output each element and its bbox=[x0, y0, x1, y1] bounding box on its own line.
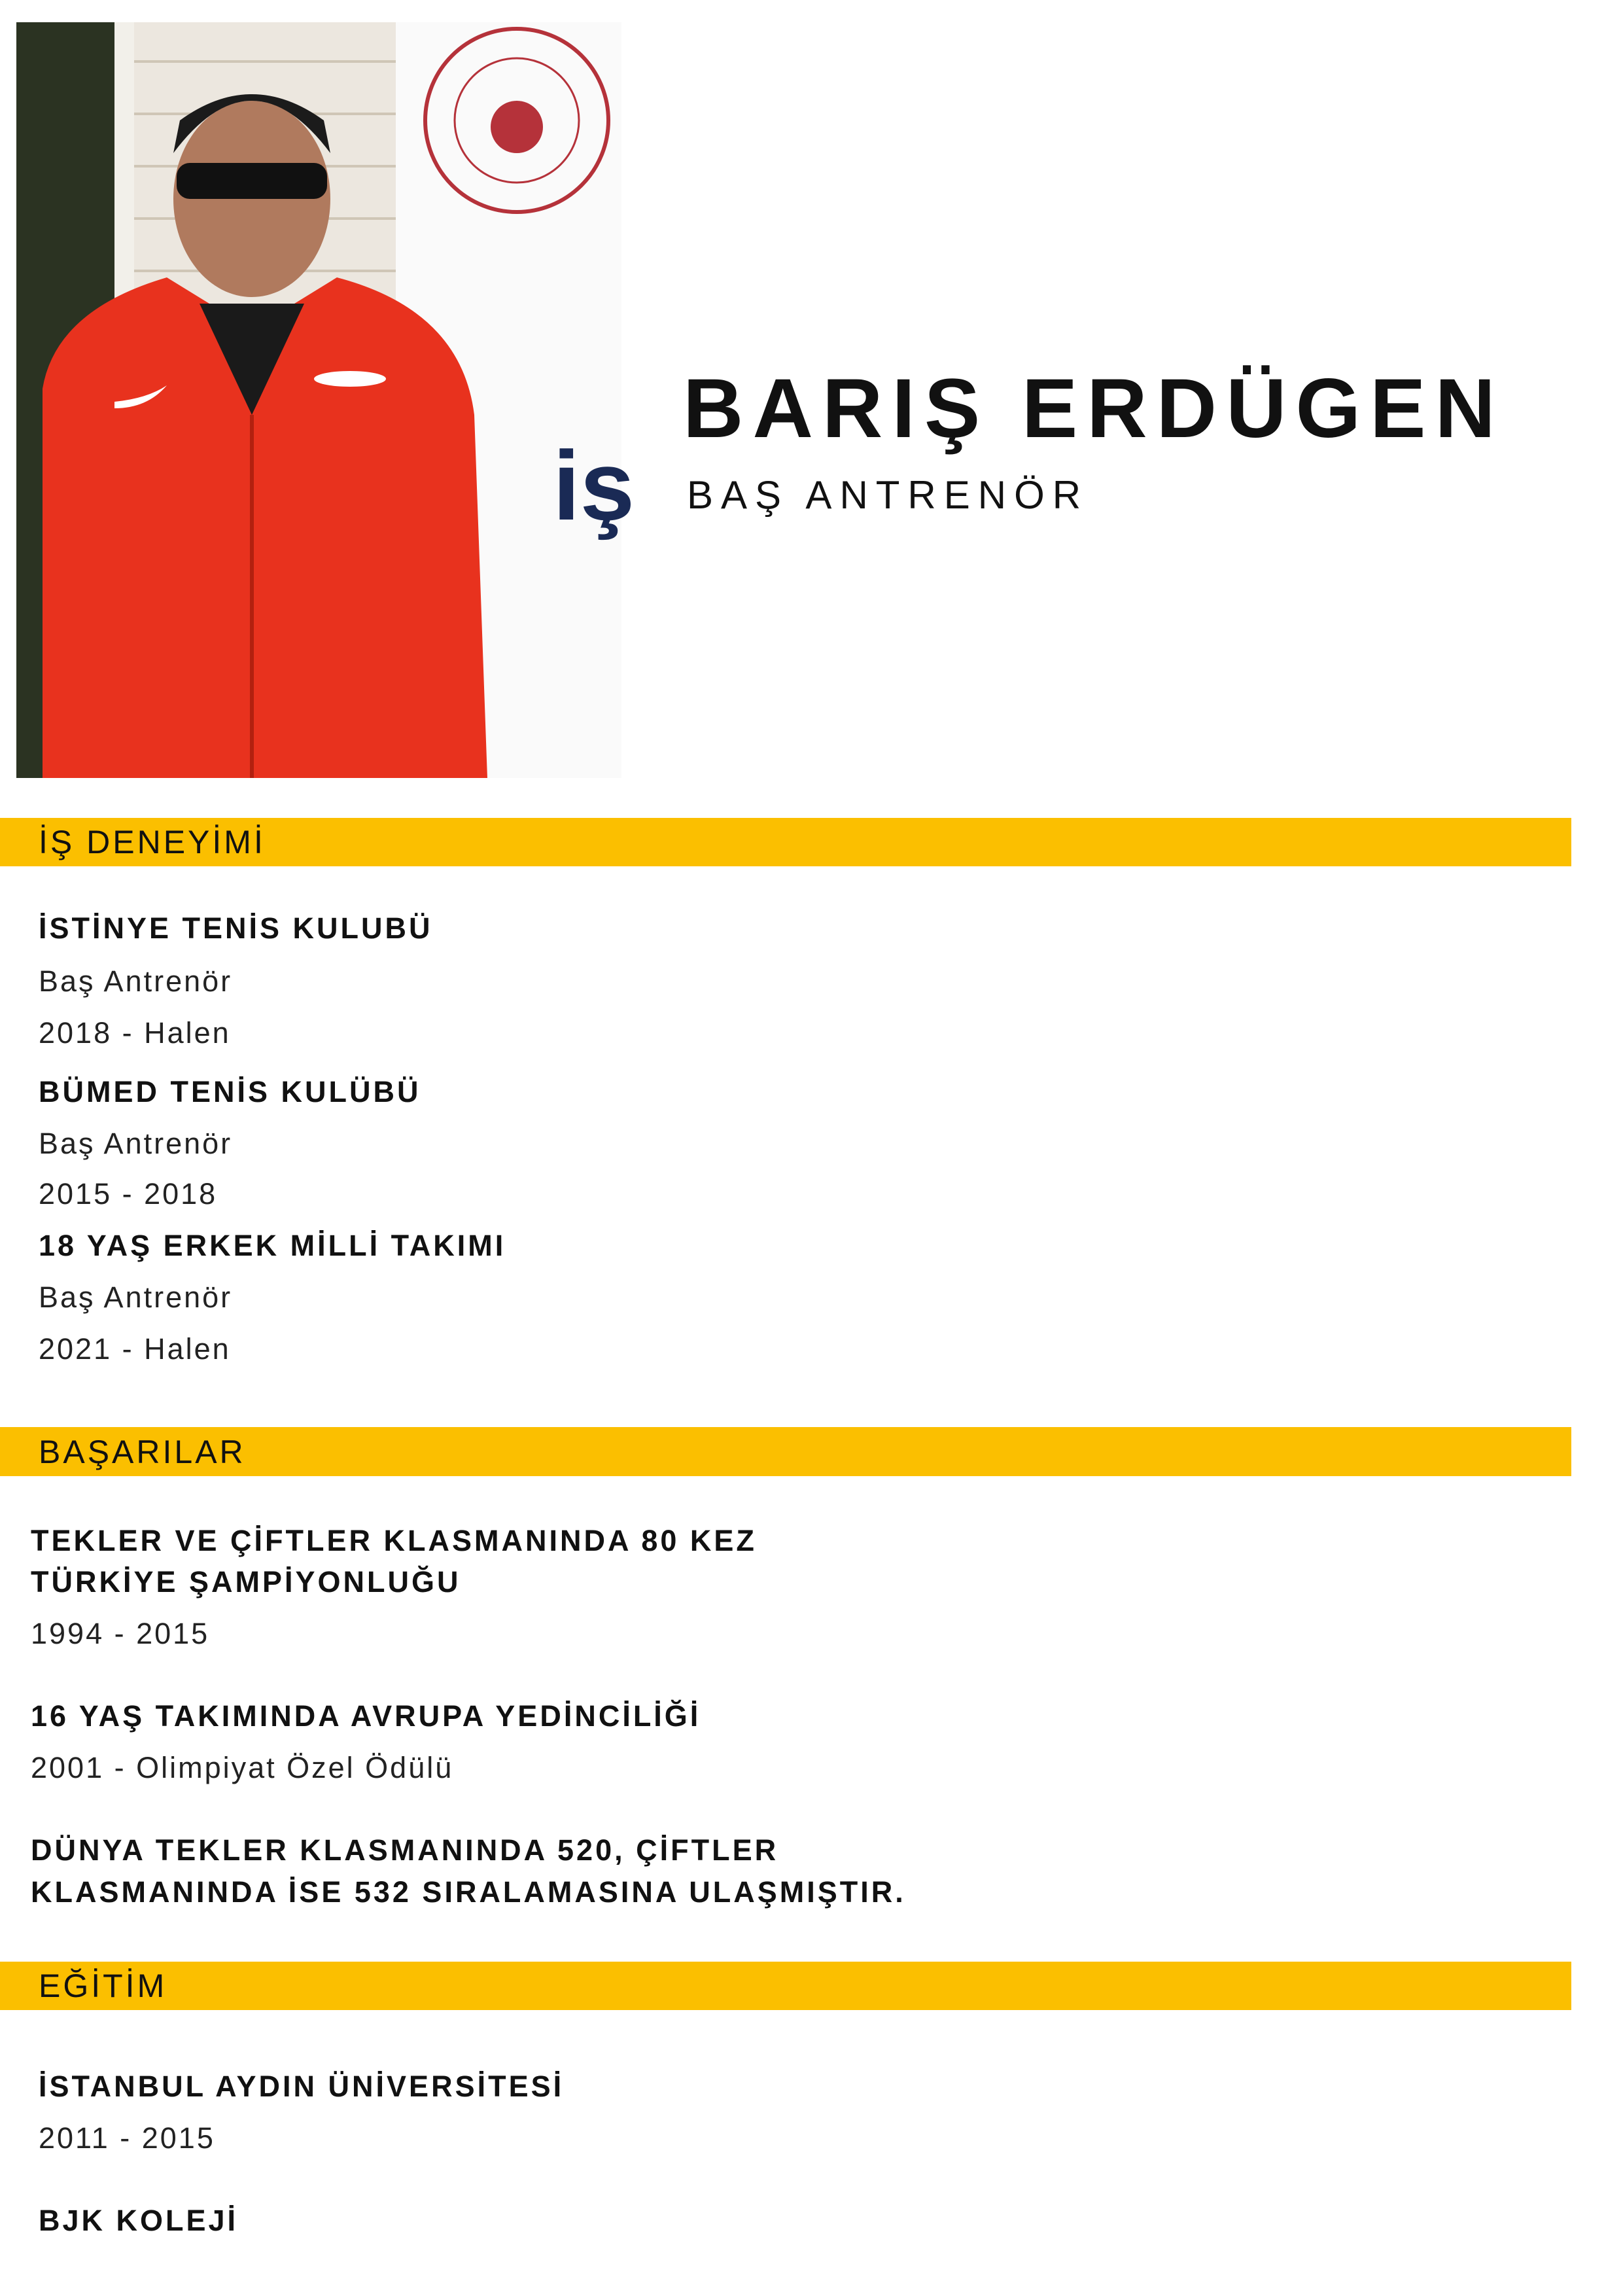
achievement-detail: 2001 - Olimpiyat Özel Ödülü bbox=[31, 1751, 454, 1784]
experience-role: Baş Antrenör bbox=[39, 964, 233, 998]
person-title: BAŞ ANTRENÖR bbox=[687, 473, 1089, 517]
achievement-title: DÜNYA TEKLER KLASMANINDA 520, ÇİFTLER bbox=[31, 1833, 779, 1867]
section-header-education bbox=[0, 1962, 1571, 2010]
achievement-title: TEKLER VE ÇİFTLER KLASMANINDA 80 KEZ bbox=[31, 1524, 757, 1557]
section-header-achievements bbox=[0, 1427, 1571, 1476]
experience-org: BÜMED TENİS KULÜBÜ bbox=[39, 1075, 421, 1108]
experience-role: Baş Antrenör bbox=[39, 1127, 233, 1160]
experience-org: 18 YAŞ ERKEK MİLLİ TAKIMI bbox=[39, 1229, 506, 1262]
achievement-detail: 1994 - 2015 bbox=[31, 1617, 210, 1650]
achievement-title: 16 YAŞ TAKIMINDA AVRUPA YEDİNCİLİĞİ bbox=[31, 1699, 701, 1733]
experience-years: 2015 - 2018 bbox=[39, 1177, 218, 1210]
education-school: İSTANBUL AYDIN ÜNİVERSİTESİ bbox=[39, 2070, 565, 2103]
education-school: BJK KOLEJİ bbox=[39, 2204, 239, 2237]
section-heading: İŞ DENEYİMİ bbox=[39, 824, 266, 860]
achievement-title: TÜRKİYE ŞAMPİYONLUĞU bbox=[31, 1565, 461, 1598]
profile-photo bbox=[16, 22, 635, 778]
section-header-experience bbox=[0, 818, 1571, 866]
experience-role: Baş Antrenör bbox=[39, 1280, 233, 1314]
wall-text: iş bbox=[553, 431, 635, 540]
experience-years: 2018 - Halen bbox=[39, 1016, 231, 1050]
achievement-title: KLASMANINDA İSE 532 SIRALAMASINA ULAŞMIŞTIR. bbox=[31, 1875, 906, 1909]
education-years: 2011 - 2015 bbox=[39, 2121, 215, 2155]
section-heading: BAŞARILAR bbox=[39, 1433, 246, 1470]
experience-org: İSTİNYE TENİS KULUBÜ bbox=[39, 911, 433, 945]
experience-years: 2021 - Halen bbox=[39, 1332, 231, 1366]
person-name: BARIŞ ERDÜGEN bbox=[683, 362, 1505, 455]
section-heading: EĞİTİM bbox=[39, 1968, 167, 2004]
